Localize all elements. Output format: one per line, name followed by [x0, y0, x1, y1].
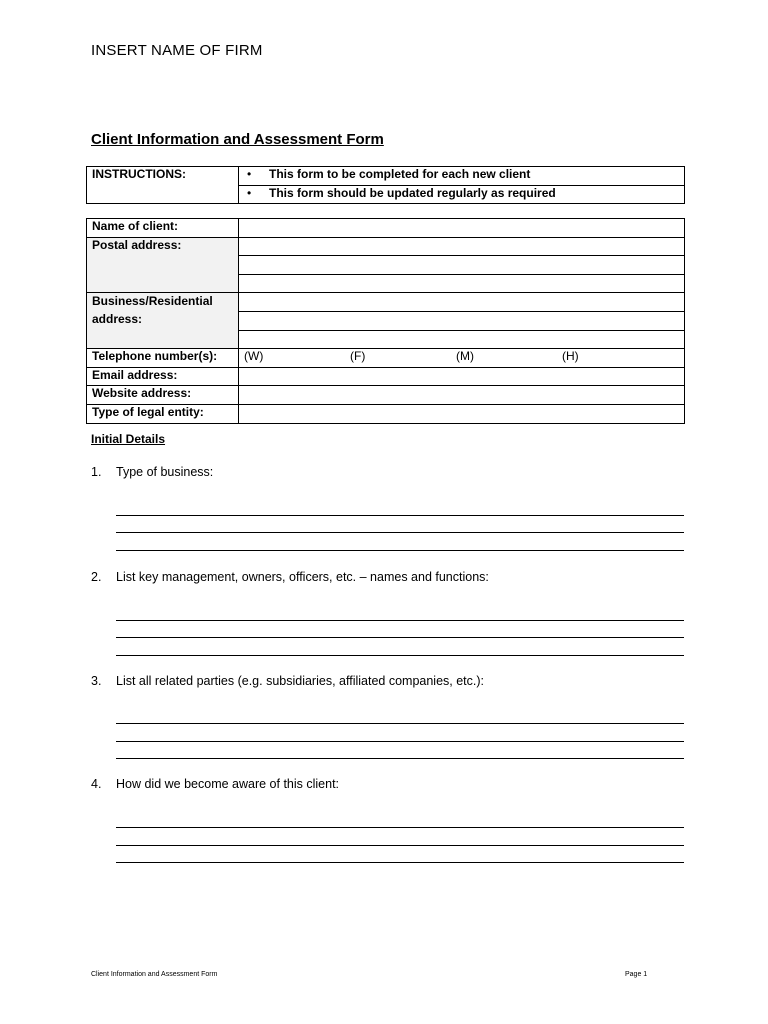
website-field[interactable] [239, 386, 685, 405]
postal-address-field[interactable] [239, 274, 685, 293]
answer-line[interactable] [116, 655, 684, 656]
answer-line[interactable] [116, 620, 684, 621]
bullet-icon: • [247, 185, 252, 200]
client-info-table [86, 218, 685, 424]
question-3: 3. List all related parties (e.g. subsidiaries, affiliated companies, etc.): [91, 674, 485, 688]
answer-line[interactable] [116, 723, 684, 724]
legal-entity-label: Type of legal entity: [87, 404, 239, 423]
instruction-item: • This form to be completed for each new client [239, 167, 685, 186]
business-address-field[interactable] [239, 293, 685, 312]
email-label: Email address: [87, 367, 239, 386]
instruction-item: • This form should be updated regularly as required [239, 185, 685, 204]
phone-home-label: (H) [562, 349, 579, 364]
business-address-field[interactable] [239, 311, 685, 330]
postal-address-label: Postal address: [87, 237, 239, 293]
email-field[interactable] [239, 367, 685, 386]
answer-line[interactable] [116, 827, 684, 828]
question-4: 4. How did we become aware of this client: [91, 777, 340, 791]
footer-page-number: Page 1 [625, 971, 648, 978]
answer-line[interactable] [116, 515, 684, 516]
question-2: 2. List key management, owners, officers, etc. – names and functions: [91, 570, 489, 584]
firm-name: INSERT NAME OF FIRM [91, 42, 263, 59]
footer-title: Client Information and Assessment Form [91, 971, 218, 978]
business-address-label: Business/Residential address: [87, 293, 239, 349]
bullet-icon: • [247, 167, 252, 181]
phone-mobile-label: (M) [456, 349, 474, 364]
postal-address-field[interactable] [239, 237, 685, 256]
phone-work-label: (W) [244, 349, 264, 364]
question-1: 1. Type of business: [91, 465, 214, 479]
telephone-label: Telephone number(s): [87, 349, 239, 368]
answer-line[interactable] [116, 862, 684, 863]
name-of-client-field[interactable] [239, 219, 685, 238]
postal-address-field[interactable] [239, 256, 685, 275]
answer-line[interactable] [116, 758, 684, 759]
instructions-table [86, 166, 685, 204]
answer-line[interactable] [116, 845, 684, 846]
answer-line[interactable] [116, 637, 684, 638]
business-address-field[interactable] [239, 330, 685, 349]
legal-entity-field[interactable] [239, 404, 685, 423]
form-title: Client Information and Assessment Form [91, 131, 384, 148]
phone-fax-label: (F) [350, 349, 366, 364]
website-label: Website address: [87, 386, 239, 405]
instructions-label: INSTRUCTIONS: [87, 167, 239, 204]
answer-line[interactable] [116, 741, 684, 742]
section-heading: Initial Details [91, 432, 166, 446]
name-of-client-label: Name of client: [87, 219, 239, 238]
answer-line[interactable] [116, 532, 684, 533]
answer-line[interactable] [116, 550, 684, 551]
telephone-field[interactable] [239, 349, 685, 368]
